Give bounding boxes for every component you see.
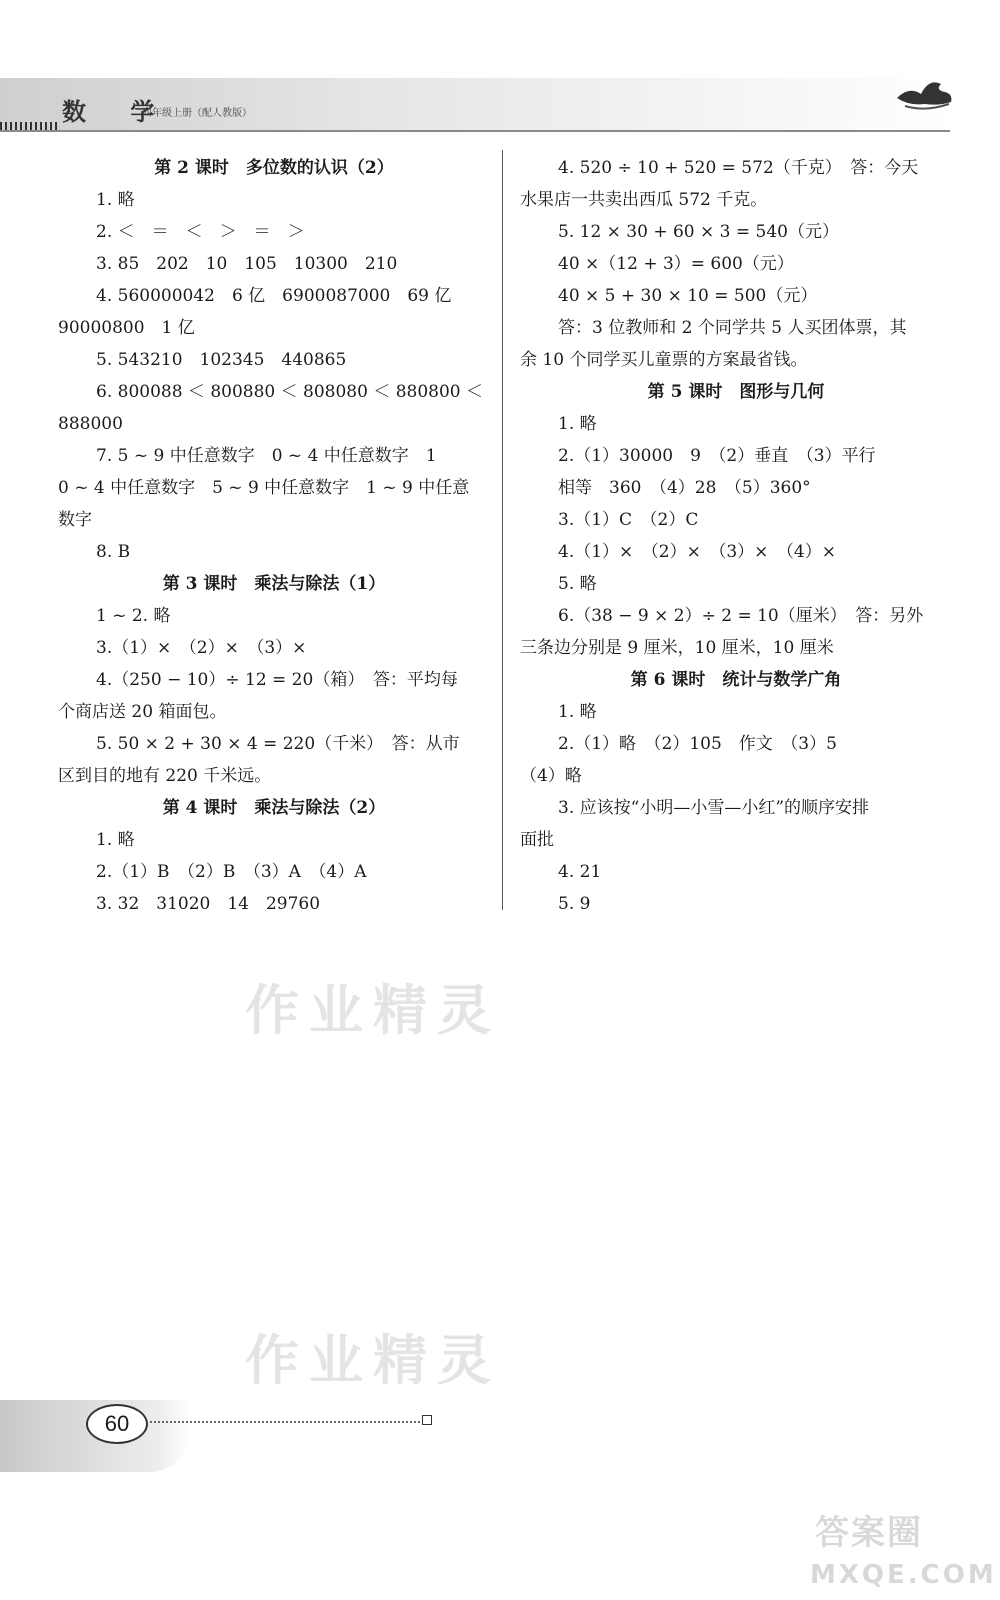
answer-continuation: 相等 360 （4）28 （5）360°	[558, 478, 811, 498]
answer-continuation: 区到目的地有 220 千米远。	[58, 766, 272, 786]
answer-line: 2.（1）B （2）B （3）A （4）A	[96, 862, 367, 882]
answer-continuation: 面批	[520, 830, 554, 850]
answer-line: 3. 85 202 10 105 10300 210	[96, 254, 398, 274]
watermark: 作业精灵	[245, 979, 501, 1042]
answer-continuation: 40 × 5 + 30 × 10 = 500（元）	[558, 286, 818, 306]
answer-continuation: 40 ×（12 + 3）= 600（元）	[558, 254, 794, 274]
grade-label: 四年级上册（配人教版）	[142, 108, 252, 119]
answer-line: 1. 略	[558, 702, 597, 722]
footer-dotted-line	[150, 1421, 420, 1423]
answer-line: 2.（1）30000 9 （2）垂直 （3）平行	[558, 446, 876, 466]
answer-continuation: 余 10 个同学买儿童票的方案最省钱。	[520, 350, 808, 370]
answer-line: 3.（1）C （2）C	[558, 510, 699, 530]
bird-icon	[895, 76, 955, 112]
answer-line: 4.（1）× （2）× （3）× （4）×	[558, 542, 836, 562]
answer-continuation: 0 ~ 4 中任意数字 5 ~ 9 中任意数字 1 ~ 9 中任意	[58, 478, 470, 498]
footer-square-icon	[422, 1415, 432, 1425]
answer-line: 7. 5 ~ 9 中任意数字 0 ~ 4 中任意数字 1	[96, 446, 437, 466]
answer-line: 1. 略	[558, 414, 597, 434]
page-number: 60	[86, 1404, 148, 1444]
answer-line: 4. 21	[558, 862, 602, 882]
answer-line: 5. 50 × 2 + 30 × 4 = 220（千米） 答：从市	[96, 734, 460, 754]
answer-line: 5. 543210 102345 440865	[96, 350, 347, 370]
lesson-title: 第 5 课时 图形与几何	[647, 382, 825, 402]
answer-line: 3. 32 31020 14 29760	[96, 894, 321, 914]
answer-continuation: 888000	[58, 414, 123, 434]
site-logo-url: MXQE.COM	[810, 1560, 997, 1590]
right-answer-column	[520, 152, 952, 920]
left-answer-column	[58, 152, 490, 920]
subject-title: 数 学	[62, 97, 173, 126]
lesson-title: 第 2 课时 多位数的认识（2）	[154, 158, 394, 178]
header-rule	[0, 130, 950, 132]
answer-line: 3. 应该按“小明—小雪—小红”的顺序安排	[558, 798, 870, 818]
lesson-title: 第 3 课时 乘法与除法（1）	[162, 574, 386, 594]
answer-line: 答：3 位教师和 2 个同学共 5 人买团体票，其	[558, 318, 907, 338]
answer-line: 1 ~ 2. 略	[96, 606, 171, 626]
lesson-title: 第 6 课时 统计与数学广角	[630, 670, 842, 690]
answer-continuation: 水果店一共卖出西瓜 572 千克。	[520, 190, 768, 210]
answer-line: 2.（1）略 （2）105 作文 （3）5	[558, 734, 837, 754]
answer-line: 5. 9	[558, 894, 591, 914]
answer-line: 1. 略	[96, 190, 135, 210]
answer-line: 5. 12 × 30 + 60 × 3 = 540（元）	[558, 222, 839, 242]
answer-line: 4.（250 − 10）÷ 12 = 20（箱） 答：平均每	[96, 670, 458, 690]
answer-line: 4. 560000042 6 亿 6900087000 69 亿	[96, 286, 452, 306]
answer-continuation: 数字	[58, 510, 92, 530]
answer-line: 1. 略	[96, 830, 135, 850]
answer-line: 6.（38 − 9 × 2）÷ 2 = 10（厘米） 答：另外	[558, 606, 924, 626]
answer-line: 2. ＜ ＝ ＜ ＞ ＝ ＞	[96, 222, 305, 242]
answer-line: 4. 520 ÷ 10 + 520 = 572（千克） 答：今天	[558, 158, 919, 178]
site-logo: 答案圈	[815, 1513, 923, 1553]
answer-continuation: （4）略	[520, 766, 582, 786]
answer-line: 5. 略	[558, 574, 597, 594]
answer-continuation: 三条边分别是 9 厘米，10 厘米，10 厘米	[520, 638, 834, 658]
answer-line: 6. 800088 ＜ 800880 ＜ 808080 ＜ 880800 ＜	[96, 382, 484, 402]
lesson-title: 第 4 课时 乘法与除法（2）	[162, 798, 386, 818]
column-divider	[502, 150, 503, 910]
answer-line: 8. B	[96, 542, 131, 562]
answer-line: 3.（1）× （2）× （3）×	[96, 638, 307, 658]
watermark: 作业精灵	[245, 1329, 501, 1392]
answer-continuation: 个商店送 20 箱面包。	[58, 702, 227, 722]
answer-continuation: 90000800 1 亿	[58, 318, 195, 338]
